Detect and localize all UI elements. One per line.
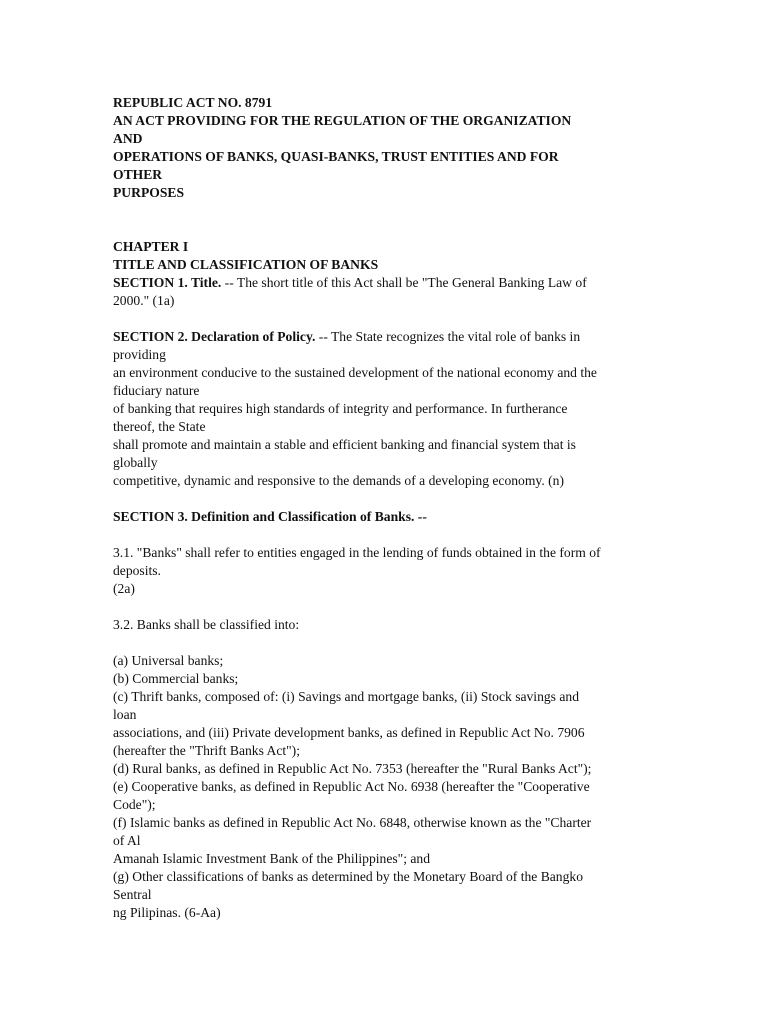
section-2-line: an environment conducive to the sustained development of the national economy and the: [113, 365, 597, 380]
section-2: [113, 328, 653, 490]
paragraph-3-1-line: 3.1. "Banks" shall refer to entities engaged in the lending of funds obtained in the form of: [113, 545, 601, 560]
section-2-line: globally: [113, 455, 158, 470]
section-1-line: [113, 274, 653, 292]
section-1: [113, 274, 653, 310]
list-item: (a) Universal banks;: [113, 653, 224, 668]
section-3: [113, 508, 653, 922]
section-3-heading-suffix: --: [414, 509, 427, 524]
spacer: [113, 202, 653, 238]
spacer: [113, 526, 653, 544]
chapter-title: TITLE AND CLASSIFICATION OF BANKS: [113, 257, 379, 272]
chapter-heading: [113, 238, 653, 274]
act-title-line: OPERATIONS OF BANKS, QUASI-BANKS, TRUST ENTITIES AND FOR: [113, 149, 559, 164]
spacer: [113, 598, 653, 616]
bank-classification-list: [113, 652, 653, 922]
section-1-heading: SECTION 1. Title.: [113, 275, 222, 290]
document-page: [113, 94, 653, 922]
paragraph-3-1-line: (2a): [113, 581, 135, 596]
section-2-line: [113, 328, 653, 346]
list-item: loan: [113, 707, 137, 722]
list-item: (e) Cooperative banks, as defined in Republic Act No. 6938 (hereafter the "Cooperative: [113, 779, 590, 794]
section-3-heading: SECTION 3. Definition and Classification of Banks.: [113, 509, 415, 524]
section-2-heading: SECTION 2. Declaration of Policy.: [113, 329, 316, 344]
list-item: (f) Islamic banks as defined in Republic Act No. 6848, otherwise known as the "Charter: [113, 815, 592, 830]
act-title-line: REPUBLIC ACT NO. 8791: [113, 95, 273, 110]
spacer: [113, 634, 653, 652]
spacer: [113, 490, 653, 508]
act-title-line: AND: [113, 131, 143, 146]
act-title: [113, 94, 653, 202]
list-item: (g) Other classifications of banks as determined by the Monetary Board of the Bangko: [113, 869, 583, 884]
list-item: ng Pilipinas. (6-Aa): [113, 905, 221, 920]
list-item: of Al: [113, 833, 141, 848]
section-2-line: competitive, dynamic and responsive to the demands of a developing economy. (n): [113, 473, 564, 488]
section-2-line: fiduciary nature: [113, 383, 200, 398]
section-2-line: providing: [113, 347, 166, 362]
list-item: (b) Commercial banks;: [113, 671, 239, 686]
section-2-text: -- The State recognizes the vital role of banks in: [315, 329, 581, 344]
paragraph-3-1-line: deposits.: [113, 563, 161, 578]
list-item: Sentral: [113, 887, 152, 902]
list-item: (d) Rural banks, as defined in Republic Act No. 7353 (hereafter the "Rural Banks Act");: [113, 761, 592, 776]
act-title-line: AN ACT PROVIDING FOR THE REGULATION OF THE ORGANIZATION: [113, 113, 572, 128]
act-title-line: PURPOSES: [113, 185, 185, 200]
list-item: associations, and (iii) Private development banks, as defined in Republic Act No. 7906: [113, 725, 585, 740]
section-2-line: of banking that requires high standards of integrity and performance. In furtherance: [113, 401, 568, 416]
section-1-line: 2000." (1a): [113, 293, 175, 308]
section-2-line: thereof, the State: [113, 419, 206, 434]
list-item: Code");: [113, 797, 156, 812]
section-1-text: -- The short title of this Act shall be "The General Banking Law of: [221, 275, 587, 290]
chapter-number: CHAPTER I: [113, 239, 189, 254]
list-item: (c) Thrift banks, composed of: (i) Savings and mortgage banks, (ii) Stock savings and: [113, 689, 579, 704]
spacer: [113, 310, 653, 328]
list-item: (hereafter the "Thrift Banks Act");: [113, 743, 300, 758]
section-3-heading-line: [113, 508, 653, 526]
list-item: Amanah Islamic Investment Bank of the Philippines"; and: [113, 851, 431, 866]
paragraph-3-2: 3.2. Banks shall be classified into:: [113, 617, 300, 632]
act-title-line: OTHER: [113, 167, 163, 182]
section-2-line: shall promote and maintain a stable and efficient banking and financial system that is: [113, 437, 576, 452]
